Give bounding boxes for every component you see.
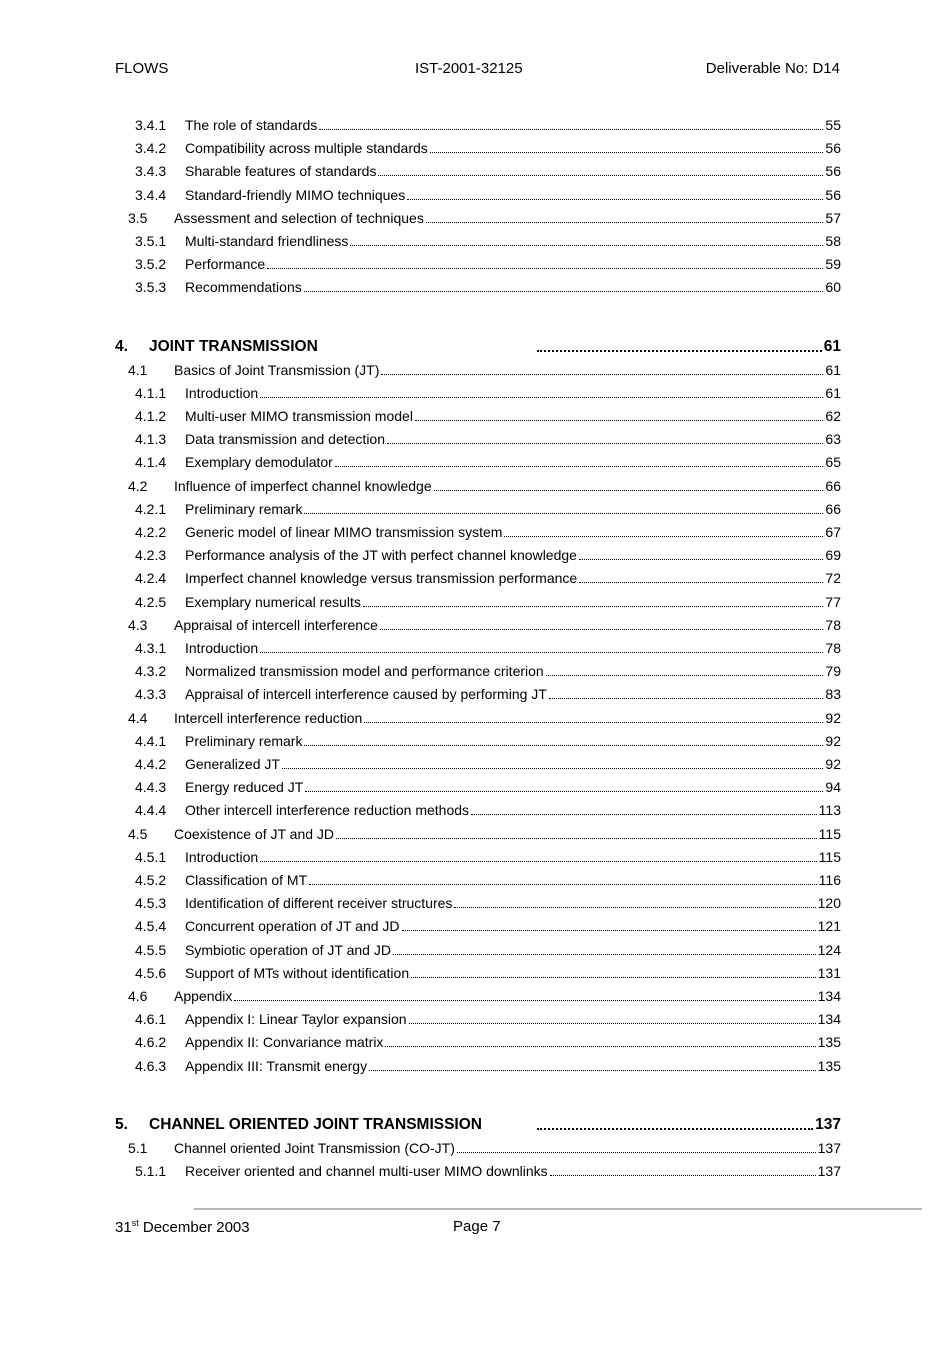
toc-entry-number: 4.6.3 [135, 1057, 167, 1074]
toc-entry-title: Performance [185, 256, 266, 273]
toc-entry-title: Generic model of linear MIMO transmission system [185, 524, 503, 540]
toc-entry-number: 4.1.4 [135, 454, 167, 471]
toc-entry-title: Multi-standard friendliness [185, 233, 349, 249]
toc-entry[interactable] [135, 383, 841, 403]
toc-dot-leader [426, 222, 824, 223]
toc-entry[interactable] [128, 708, 841, 728]
toc-entry-title: Basics of Joint Transmission (JT) [174, 361, 380, 378]
toc-entry-title: Recommendations [185, 279, 302, 296]
toc-entry-page: 137 [817, 1163, 841, 1179]
toc-entry-number: 3.4.3 [135, 163, 167, 180]
toc-dot-leader [471, 814, 817, 815]
toc-entry-title: Generalized JT [185, 756, 280, 772]
toc-entry-page: 124 [817, 941, 841, 958]
toc-entry-title: JOINT TRANSMISSION [149, 337, 318, 355]
toc-dot-leader [537, 1128, 813, 1130]
toc-entry-title: Concurrent operation of JT and JD [185, 918, 400, 935]
toc-entry-page: 120 [817, 895, 841, 912]
toc-entry-title: Normalized transmission model and performance criterion [185, 663, 544, 680]
toc-entry-number: 3.4.1 [135, 117, 167, 133]
toc-entry-page: 66 [825, 500, 841, 517]
toc-entry-number: 4.5 [128, 825, 148, 842]
toc-entry-title: Energy reduced JT [185, 779, 304, 796]
toc-entry-number: 5.1 [128, 1139, 148, 1156]
toc-entry-number: 4.3.2 [135, 663, 167, 680]
toc-entry-number: 4.5.6 [135, 964, 167, 981]
toc-dot-leader [234, 1000, 815, 1001]
toc-entry-page: 83 [825, 686, 841, 703]
toc-dot-leader [380, 629, 824, 630]
toc-entry-number: 4.4.1 [135, 732, 167, 749]
footer-divider [194, 1208, 922, 1210]
toc-entry-number: 4.5.4 [135, 918, 167, 935]
page-footer [115, 1218, 615, 1240]
toc-entry-page: 116 [818, 872, 841, 888]
toc-entry-number: 4.5.5 [135, 941, 167, 958]
toc-dot-leader [304, 291, 824, 292]
toc-entry-title: The role of standards [185, 117, 318, 133]
toc-entry[interactable] [135, 940, 841, 960]
toc-entry-number: 4.1 [128, 361, 148, 378]
toc-dot-leader [319, 129, 823, 130]
toc-entry-number: 4.4 [128, 709, 148, 726]
footer-date: 31st December 2003 [115, 1218, 250, 1236]
toc-dot-leader [415, 420, 823, 421]
toc-entry-title: Appraisal of intercell interference caused by performing JT [185, 686, 547, 703]
toc-entry[interactable] [135, 185, 841, 205]
toc-dot-leader [304, 513, 823, 514]
toc-entry-page: 56 [825, 140, 841, 157]
toc-entry-title: Symbiotic operation of JT and JD [185, 941, 391, 958]
toc-entry[interactable] [135, 800, 841, 820]
toc-entry-number: 4.1.2 [135, 408, 167, 424]
toc-entry-number: 5. [115, 1115, 128, 1133]
toc-entry[interactable] [135, 847, 841, 867]
toc-entry[interactable] [135, 429, 841, 449]
toc-entry-page: 78 [825, 640, 841, 656]
toc-entry-number: 4.6 [128, 988, 148, 1004]
toc-entry-number: 4.1.1 [135, 384, 167, 401]
toc-entry[interactable] [135, 963, 841, 983]
toc-dot-leader [411, 977, 816, 978]
toc-entry-title: Exemplary numerical results [185, 593, 361, 610]
toc-dot-leader [579, 582, 823, 583]
toc-entry[interactable] [135, 731, 841, 751]
toc-entry-title: Identification of different receiver structures [185, 895, 453, 912]
toc-entry[interactable] [135, 592, 841, 612]
toc-entry-page: 135 [817, 1057, 841, 1074]
toc-entry-page: 92 [825, 756, 841, 772]
toc-entry-number: 3.5.1 [135, 233, 167, 249]
toc-entry-page: 55 [825, 117, 841, 133]
toc-entry[interactable] [135, 138, 841, 158]
toc-dot-leader [309, 884, 817, 885]
toc-entry[interactable] [135, 452, 841, 472]
toc-entry[interactable] [135, 522, 841, 542]
toc-dot-leader [350, 245, 823, 246]
toc-entry-number: 3.4.2 [135, 140, 167, 157]
toc-dot-leader [393, 954, 816, 955]
toc-entry[interactable] [135, 277, 841, 297]
header-deliverable: Deliverable No: D14 [705, 60, 840, 77]
toc-entry-page: 115 [818, 825, 841, 842]
toc-entry-title: Other intercell interference reduction methods [185, 802, 470, 819]
toc-entry-number: 4.3 [128, 616, 148, 633]
footer-page-number: Page 7 [453, 1218, 501, 1235]
toc-entry-page: 72 [825, 570, 841, 587]
toc-dot-leader [546, 675, 824, 676]
toc-entry-number: 4.5.2 [135, 872, 167, 888]
toc-entry-title: Data transmission and detection [185, 431, 385, 448]
toc-entry-title: Receiver oriented and channel multi-user MIMO downlinks [185, 1163, 548, 1179]
toc-dot-leader [260, 861, 817, 862]
toc-entry[interactable] [128, 615, 841, 635]
toc-entry-title: Sharable features of standards [185, 163, 377, 180]
toc-dot-leader [260, 397, 823, 398]
toc-entry[interactable] [135, 684, 841, 704]
toc-dot-leader [454, 907, 815, 908]
toc-entry-number: 4.2.2 [135, 524, 167, 540]
toc-entry-page: 134 [817, 988, 841, 1004]
toc-entry-number: 3.4.4 [135, 186, 167, 203]
toc-entry-number: 3.5 [128, 209, 148, 226]
toc-entry-number: 4.2.1 [135, 500, 167, 517]
toc-entry[interactable] [135, 1032, 841, 1052]
toc-entry[interactable] [135, 754, 841, 774]
toc-entry[interactable] [135, 254, 841, 274]
toc-entry-number: 3.5.3 [135, 279, 167, 296]
toc-entry-number: 4.4.3 [135, 779, 167, 796]
toc-entry-page: 131 [817, 964, 841, 981]
toc-entry-title: Support of MTs without identification [185, 964, 410, 981]
toc-dot-leader [434, 490, 824, 491]
toc-entry[interactable] [135, 545, 841, 565]
toc-entry[interactable] [135, 916, 841, 936]
toc-dot-leader [364, 722, 823, 723]
toc-dot-leader [430, 152, 824, 153]
toc-dot-leader [579, 559, 823, 560]
toc-entry[interactable] [135, 893, 841, 913]
toc-entry-page: 60 [825, 279, 841, 296]
toc-entry-number: 4. [115, 337, 128, 355]
toc-entry-page: 61 [823, 337, 841, 355]
toc-entry-page: 77 [825, 593, 841, 610]
toc-dot-leader [387, 443, 823, 444]
toc-entry-page: 92 [825, 732, 841, 749]
toc-entry-number: 4.4.2 [135, 756, 167, 772]
toc-entry-page: 113 [818, 802, 841, 819]
toc-entry-title: Appendix II: Convariance matrix [185, 1034, 384, 1051]
toc-entry-page: 115 [818, 848, 841, 865]
toc-dot-leader [336, 838, 817, 839]
toc-entry-number: 4.5.3 [135, 895, 167, 912]
toc-entry-title: Coexistence of JT and JD [174, 825, 335, 842]
toc-entry-number: 3.5.2 [135, 256, 167, 273]
toc-entry-number: 4.3.3 [135, 686, 167, 703]
toc-entry[interactable] [128, 824, 841, 844]
toc-entry-number: 4.2.5 [135, 593, 167, 610]
toc-entry-page: 62 [825, 408, 841, 424]
toc-entry[interactable] [135, 777, 841, 797]
toc-entry-page: 63 [825, 431, 841, 448]
toc-dot-leader [260, 652, 823, 653]
toc-entry-title: Exemplary demodulator [185, 454, 333, 471]
toc-entry-title: Introduction [185, 384, 259, 401]
toc-dot-leader [267, 268, 823, 269]
toc-entry[interactable] [135, 115, 841, 135]
toc-dot-leader [363, 606, 824, 607]
toc-entry-page: 58 [825, 233, 841, 249]
toc-entry-number: 4.4.4 [135, 802, 167, 819]
toc-entry-page: 67 [825, 524, 841, 540]
toc-entry-page: 61 [825, 361, 841, 378]
toc-entry-page: 94 [825, 779, 841, 796]
toc-dot-leader [409, 1023, 816, 1024]
toc-entry-number: 4.5.1 [135, 848, 167, 865]
toc-dot-leader [504, 536, 823, 537]
toc-entry-title: Assessment and selection of techniques [174, 209, 424, 226]
toc-chapter-entry[interactable] [115, 1114, 841, 1136]
toc-entry-title: CHANNEL ORIENTED JOINT TRANSMISSION [149, 1115, 482, 1133]
toc-entry[interactable] [135, 1009, 841, 1029]
toc-entry-title: Appendix I: Linear Taylor expansion [185, 1011, 407, 1028]
header-project-id: IST-2001-32125 [415, 60, 523, 77]
toc-entry-page: 59 [825, 256, 841, 273]
toc-entry[interactable] [128, 476, 841, 496]
toc-dot-leader [304, 745, 823, 746]
toc-entry-title: Classification of MT [185, 872, 308, 888]
toc-entry-page: 57 [825, 209, 841, 226]
toc-dot-leader [407, 199, 823, 200]
toc-entry[interactable] [135, 661, 841, 681]
toc-entry[interactable] [128, 208, 841, 228]
toc-entry[interactable] [135, 1056, 841, 1076]
toc-dot-leader [457, 1152, 816, 1153]
toc-entry[interactable] [135, 568, 841, 588]
toc-dot-leader [550, 1175, 816, 1176]
toc-entry-page: 56 [825, 186, 841, 203]
toc-entry-number: 4.2.4 [135, 570, 167, 587]
toc-entry-number: 4.2.3 [135, 547, 167, 564]
toc-dot-leader [537, 350, 822, 352]
toc-entry-title: Multi-user MIMO transmission model [185, 408, 413, 424]
toc-entry-title: Introduction [185, 848, 259, 865]
header-project-name: FLOWS [115, 60, 169, 77]
toc-entry-page: 78 [825, 616, 841, 633]
toc-entry-number: 4.1.3 [135, 431, 167, 448]
toc-entry-title: Introduction [185, 640, 259, 656]
toc-dot-leader [381, 374, 823, 375]
toc-dot-leader [305, 791, 823, 792]
toc-entry-title: Channel oriented Joint Transmission (CO-JT) [174, 1139, 455, 1156]
page-header [115, 60, 840, 80]
toc-entry-title: Appraisal of intercell interference [174, 616, 378, 633]
toc-entry-page: 134 [817, 1011, 841, 1028]
toc-dot-leader [282, 768, 823, 769]
toc-entry-number: 4.3.1 [135, 640, 167, 656]
toc-entry[interactable] [135, 231, 841, 251]
toc-entry[interactable] [128, 986, 841, 1006]
toc-dot-leader [369, 1070, 816, 1071]
toc-entry[interactable] [128, 1138, 841, 1158]
toc-entry-number: 4.2 [128, 477, 148, 494]
toc-dot-leader [402, 930, 816, 931]
toc-entry-number: 5.1.1 [135, 1163, 167, 1179]
toc-entry[interactable] [128, 360, 841, 380]
toc-dot-leader [549, 698, 824, 699]
toc-entry-page: 92 [825, 709, 841, 726]
toc-entry-title: Preliminary remark [185, 732, 303, 749]
toc-entry-number: 4.6.1 [135, 1011, 167, 1028]
toc-entry[interactable] [135, 638, 841, 658]
toc-entry-page: 66 [825, 477, 841, 494]
toc-entry[interactable] [135, 870, 841, 890]
toc-entry-title: Compatibility across multiple standards [185, 140, 428, 157]
toc-entry-title: Performance analysis of the JT with perfect channel knowledge [185, 547, 577, 564]
toc-entry-number: 4.6.2 [135, 1034, 167, 1051]
toc-entry-page: 137 [815, 1115, 841, 1133]
toc-entry-title: Appendix III: Transmit energy [185, 1057, 368, 1074]
toc-entry-page: 135 [817, 1034, 841, 1051]
toc-entry-title: Intercell interference reduction [174, 709, 363, 726]
toc-entry[interactable] [135, 1161, 841, 1181]
toc-entry-title: Preliminary remark [185, 500, 303, 517]
toc-entry[interactable] [135, 161, 841, 181]
toc-entry-page: 121 [817, 918, 841, 935]
toc-entry-page: 65 [825, 454, 841, 471]
toc-entry-page: 61 [825, 384, 841, 401]
toc-entry-title: Influence of imperfect channel knowledge [174, 477, 432, 494]
toc-chapter-entry[interactable] [115, 336, 841, 358]
toc-dot-leader [378, 175, 823, 176]
toc-entry-page: 79 [825, 663, 841, 680]
toc-entry[interactable] [135, 406, 841, 426]
toc-entry-page: 56 [825, 163, 841, 180]
toc-entry-title: Imperfect channel knowledge versus transmission performance [185, 570, 578, 587]
toc-dot-leader [335, 466, 824, 467]
toc-entry-title: Appendix [174, 988, 233, 1004]
toc-entry-title: Standard-friendly MIMO techniques [185, 186, 406, 203]
toc-entry[interactable] [135, 499, 841, 519]
toc-entry-page: 69 [825, 547, 841, 564]
toc-dot-leader [385, 1046, 815, 1047]
toc-entry-page: 137 [817, 1139, 841, 1156]
